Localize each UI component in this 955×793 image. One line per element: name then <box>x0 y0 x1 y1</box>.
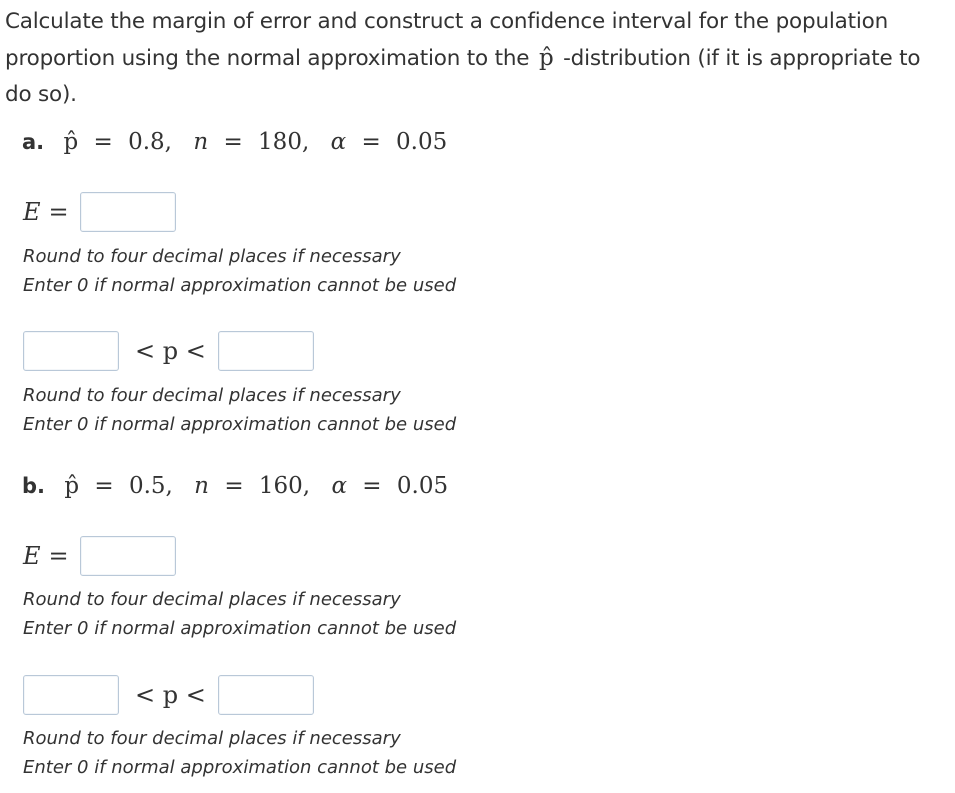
part-a-e-equals: = <box>48 198 69 226</box>
part-b-givens <box>22 471 448 501</box>
part-a-givens <box>22 127 447 157</box>
part-b-ci-hint-zero: Enter 0 if normal approximation cannot be used <box>23 757 457 778</box>
part-a-phat-value: 0.8, <box>128 129 172 155</box>
part-a-ci-hint-round: Round to four decimal places if necessary <box>23 385 401 406</box>
part-b-phat-equals: = <box>94 473 114 499</box>
part-a-alpha-value: 0.05 <box>396 129 448 155</box>
part-b-alpha-symbol: α <box>331 473 347 499</box>
question-text <box>5 4 945 113</box>
part-b-e-symbol: E <box>23 542 41 570</box>
part-b-phat-value: 0.5, <box>128 473 173 499</box>
part-a-lower-bound-input[interactable] <box>23 331 119 371</box>
part-b-margin-of-error-input[interactable] <box>80 536 176 576</box>
part-b-label: b. <box>22 474 46 498</box>
part-a-n-equals: = <box>223 129 243 155</box>
part-a-n-symbol: n <box>193 129 209 155</box>
part-b-phat-symbol: p̂ <box>64 473 80 499</box>
part-b-e-equals: = <box>48 542 69 570</box>
part-b-alpha-equals: = <box>362 473 382 499</box>
question-text-start: Calculate the margin of error and construct a confidence interval for the population proportion using the normal approximation to the <box>5 9 888 71</box>
part-a-label: a. <box>22 130 45 154</box>
part-a-alpha-equals: = <box>361 129 381 155</box>
part-b-upper-bound-input[interactable] <box>218 675 314 715</box>
part-b-lower-bound-input[interactable] <box>23 675 119 715</box>
part-b-n-value: 160, <box>258 473 311 499</box>
part-b-n-equals: = <box>224 473 244 499</box>
part-a-phat-symbol: p̂ <box>63 129 79 155</box>
part-b-ci-hint-round: Round to four decimal places if necessary <box>23 728 401 749</box>
part-b-e-hint-round: Round to four decimal places if necessary <box>23 589 401 610</box>
part-b-interval-inequality: < p < <box>135 681 206 709</box>
part-a-upper-bound-input[interactable] <box>218 331 314 371</box>
part-b-alpha-value: 0.05 <box>396 473 449 499</box>
p-hat-symbol: p̂ <box>538 45 554 71</box>
part-a-margin-of-error-input[interactable] <box>80 192 176 232</box>
part-a-e-hint-round: Round to four decimal places if necessary <box>23 246 401 267</box>
part-a-e-hint-zero: Enter 0 if normal approximation cannot be used <box>23 275 457 296</box>
part-b-e-hint-zero: Enter 0 if normal approximation cannot be used <box>23 618 457 639</box>
part-a-n-value: 180, <box>258 129 310 155</box>
part-a-ci-hint-zero: Enter 0 if normal approximation cannot be used <box>23 414 457 435</box>
question-text-end: -distribution (if it is appropriate to do so). <box>5 46 921 107</box>
part-a-alpha-symbol: α <box>330 129 347 155</box>
part-a-phat-equals: = <box>93 129 113 155</box>
part-b-n-symbol: n <box>194 473 209 499</box>
part-a-e-symbol: E <box>23 198 41 226</box>
part-a-interval-inequality: < p < <box>135 337 206 365</box>
part-b-e-label <box>23 536 69 576</box>
part-a-e-label <box>23 192 69 232</box>
